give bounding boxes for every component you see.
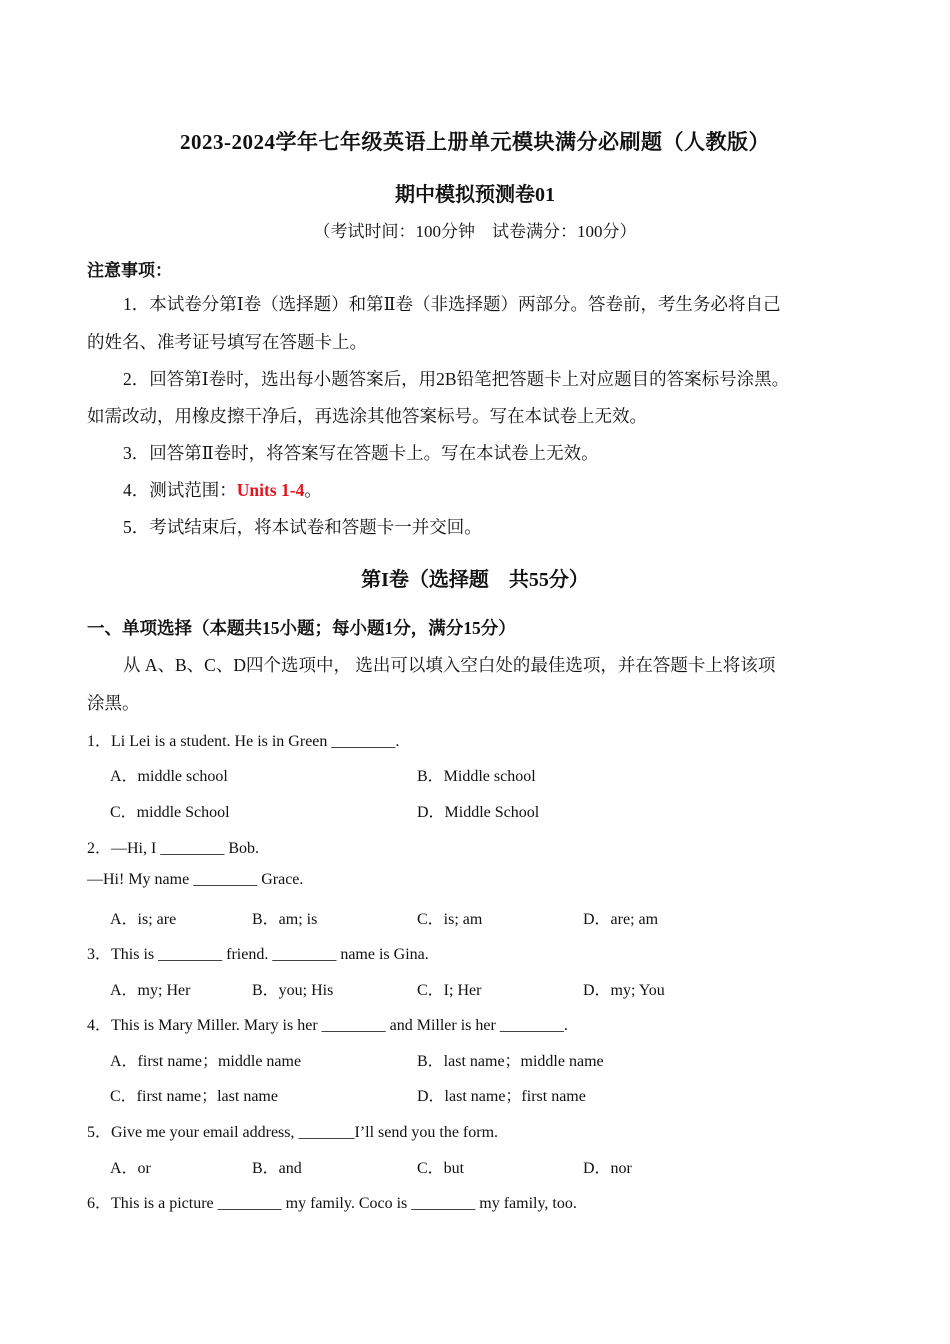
note-item-5: 5．考试结束后，将本试卷和答题卡一并交回。 [123, 517, 482, 537]
question-5: 5．Give me your email address, _______I’ll send you the form. [87, 1124, 499, 1141]
q4-option-b: B．last name；middle name [417, 1053, 604, 1070]
q5-option-b: B．and [252, 1160, 302, 1177]
part-heading: 一、单项选择（本题共15小题；每小题1分，满分15分） [87, 618, 516, 638]
q3-option-d: D．my; You [583, 982, 665, 999]
q5-option-d: D．nor [583, 1160, 632, 1177]
instruction: 从 A、B、C、D四个选项中， 选出可以填入空白处的最佳选项，并在答题卡上将该项 [123, 655, 776, 675]
q5-option-c: C．but [417, 1160, 465, 1177]
q3-option-a: A．my; Her [110, 982, 191, 999]
q1-option-c: C．middle School [110, 804, 230, 821]
note-item-2-cont: 如需改动，用橡皮擦干净后，再选涂其他答案标号。写在本试卷上无效。 [87, 406, 647, 426]
q2-option-c: C．is; am [417, 911, 483, 928]
q2-option-d: D．are; am [583, 911, 659, 928]
note-item-4 [87, 477, 877, 502]
q1-option-d: D．Middle School [417, 804, 540, 821]
note-item-2: 2．回答第Ⅰ卷时，选出每小题答案后，用2B铅笔把答题卡上对应题目的答案标号涂黑。 [123, 369, 790, 389]
note-item-1-cont: 的姓名、准考证号填写在答题卡上。 [87, 332, 367, 352]
q4-option-a: A．first name；middle name [110, 1053, 302, 1070]
section-title: 第I卷（选择题 共55分） [361, 569, 589, 591]
note-item-3: 3．回答第Ⅱ卷时，将答案写在答题卡上。写在本试卷上无效。 [123, 443, 599, 463]
exam-info: （考试时间：100分钟 试卷满分：100分） [313, 222, 637, 241]
notes-heading: 注意事项： [87, 261, 172, 280]
q3-option-b: B．you; His [252, 982, 334, 999]
document-title: 2023-2024学年七年级英语上册单元模块满分必刷题（人教版） [180, 130, 770, 154]
q1-option-a: A．middle school [110, 768, 228, 785]
q4-option-c: C．first name；last name [110, 1088, 278, 1105]
note-item-4-suffix: 。 [304, 480, 322, 500]
q1-option-b: B．Middle school [417, 768, 536, 785]
question-4: 4．This is Mary Miller. Mary is her ________ and Miller is her ________. [87, 1017, 568, 1034]
question-2: 2．—Hi, I ________ Bob. [87, 840, 260, 857]
question-3: 3．This is ________ friend. ________ name is Gina. [87, 946, 429, 963]
instruction-cont: 涂黑。 [87, 693, 140, 713]
q2-option-b: B．am; is [252, 911, 318, 928]
document-subtitle: 期中模拟预测卷01 [395, 184, 555, 206]
question-2-reply: —Hi! My name ________ Grace. [87, 871, 304, 888]
q5-option-a: A．or [110, 1160, 151, 1177]
note-item-1: 1．本试卷分第Ⅰ卷（选择题）和第Ⅱ卷（非选择题）两部分。答卷前，考生务必将自己 [123, 294, 781, 314]
q4-option-d: D．last name；first name [417, 1088, 586, 1105]
q3-option-c: C．I; Her [417, 982, 482, 999]
note-item-4-prefix: 4．测试范围： [123, 480, 237, 500]
q2-option-a: A．is; are [110, 911, 177, 928]
question-1: 1．Li Lei is a student. He is in Green ________. [87, 733, 400, 750]
question-6: 6．This is a picture ________ my family. Coco is ________ my family, too. [87, 1195, 577, 1212]
test-range: Units 1-4 [236, 480, 305, 500]
